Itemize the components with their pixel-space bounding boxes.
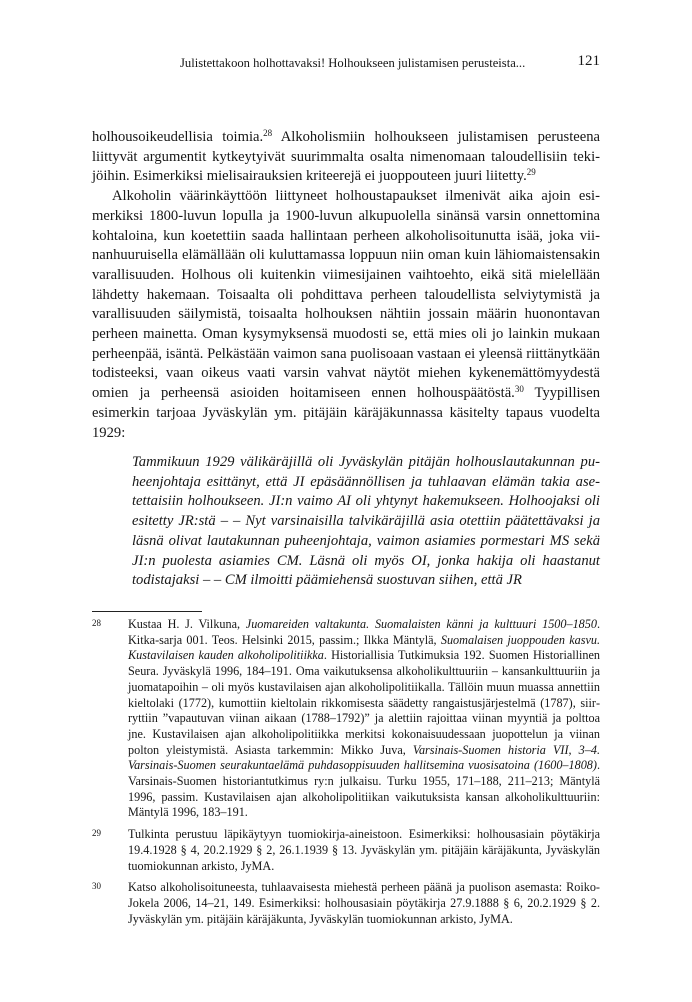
footnote-text: Tulkinta perustuu läpikäytyyn tuomiokirja-aineistoon. Esimerkiksi: holhousasiain pöytäkirja 19.4.1928 § 4, 20.2.1929 § 2, 26.1.1939 § 13. Jyväskylän ym. pitäjäin käräjäkunta, Jyväskylän tuomiokunnan arkisto, JyMA. [128,827,600,873]
paragraph-1-text-b: Alkoholismiin holhoukseen julistamisen perusteena liittyvät argumentit kytkeytyivät suurimmalta osalta nimenomaan taloudellisiin tekijöihin. Esimerkiksi mielisairauksien kriteerejä ei juoppouteen juuri liitetty. [92,129,600,185]
paragraph-1-text-a: holhousoikeudellisia toimia. [92,129,264,145]
block-quote [132,453,600,591]
footnote-28 [92,617,600,821]
footnote-separator [92,611,202,612]
footnote-text: . Varsinais-Suomen historiantutkimus ry:n julkaisu. Turku 1955, 171–188, 211–213; Mäntylä 1996, passim. Kustavilaisen ajan alkoholipolitiikan vaikutuksista kansan alkoholikulttuuriin: Mäntylä 1996, 183–191. [128,758,600,820]
footnote-30 [92,880,600,927]
footnote-title: Juomareiden valtakunta. Suomalaisten känni ja kulttuuri 1500–1850 [245,617,597,631]
running-head-title: Julistettakoon holhottavaksi! Holhoukseen julistamisen perusteista... [180,56,526,70]
footnote-number: 28 [92,618,101,628]
paragraph-2-text-b: Tyypillisen esimerkin tarjoaa Jyväskylän ym. pitäjäin käräjäkunnassa käsitelty tapaus vuodelta 1929: [92,385,601,441]
paragraph-2 [92,187,600,443]
footnote-text: . Kitka-sarja 001. Teos. Helsinki 2015, passim.; Ilkka Mäntylä, [128,617,600,647]
footnote-text: . Historiallisia Tutkimuksia 192. Suomen Historiallinen Seura. Jyväskylä 1996, 184–191. Oma vaikutuksensa alkoholikulttuuriin – kansankulttuuriin ja juomatapoihin – oli myös kustavilaisen ajan alkoholipolitiikalla. Tällöin muun muassa annettiin kieltolaki (1772), kumottiin kieltolain rikkomisesta säädetty rangaistusjärjestelmä (1787), siirryttiin ”vapautuvan viinan aikaan (1788–1792)” ja alettiin rajoittaa viinan myyntiä ja polttoa jne. Kustavilaisen ajan alkoholipolitiikka merkitsi kokonaisuudessaan juopottelun ja viinan polton yleistymistä. Asiasta tarkemmin: Mikko Juva, [128,648,600,757]
footnote-text: Kustaa H. J. Vilkuna, [128,617,246,631]
paragraph-2-text-a: Alkoholin väärinkäyttöön liittyneet holhoustapaukset ilmenivät aika ajoin esimerkiksi 1800-luvun lopulla ja 1900-luvun alkupuolella sinänsä varsin onnettomina kohtaloina, kun koetettiin saada hallintaan perheen alkoholisoitunutta isää, joka viinanhuuruisella elämällään oli kuluttamassa loppuun niin oman kuin lähiomaistensakin varallisuuden. Holhous oli kuitenkin viimesijainen vaihtoehto, eikä sitä mielellään lähdetty hakemaan. Toisaalta oli pohdittava perheen taloudellista selviytymistä ja varallisuuden säilymistä, toisaalta holhouksen nähtiin jossain määrin huonontavan perheen mainetta. Oman kysymyksensä muodosti se, että mies oli jo lainkin mukaan perheenpää, isäntä. Pelkästään vaimon sana puolisoaan vastaan ei yleensä riittänytkään todisteeksi, vaan oikeus vaati varsin vahvat näytöt miehen kykenemättömyydestä omien ja perheensä asioiden hoitamiseen ennen holhouspäätöstä. [92,188,600,402]
footnote-number: 30 [92,881,101,892]
footnote-number: 29 [92,828,101,839]
page-number: 121 [577,53,600,69]
footnote-ref-29[interactable]: 29 [526,167,536,178]
footnote-ref-28[interactable]: 28 [263,128,273,138]
footnote-title: Varsinais-Suomen historia VII, 3–4. Varsinais-Suomen seurakuntaelämä puhdasoppisuuden hallitsemina vuosisatoina (1600–1808) [128,742,601,773]
footnote-title: Suomalaisen juoppouden kasvu. Kustavilaisen kauden alkoholipolitiikka [128,632,600,663]
footnote-29 [92,827,600,874]
footnote-text: Katso alkoholisoituneesta, tuhlaavaisesta miehestä perheen päänä ja puolison asemasta: Roiko-Jokela 2006, 14–21, 149. Esimerkiksi: holhousasiain pöytäkirja 27.9.1888 § 6, 20.2.1929 § 2. Jyväskylän ym. pitäjäin käräjäkunta, Jyväskylän tuomiokunnan arkisto, JyMA. [128,880,600,926]
body-text [92,128,600,443]
paragraph-1 [92,128,600,187]
footnote-ref-30[interactable]: 30 [514,384,524,395]
block-quote-text: Tammikuun 1929 välikäräjillä oli Jyväskylän pitäjän holhouslautakunnan puheenjohtaja esittänyt, että JI epäsäännöllisen ja tuhlaavan elämän takia asetettaisiin holhoukseen. JI:n vaimo AI oli yhtynyt hakemukseen. Holhoojaksi oli esitetty JR:stä – – Nyt varsinaisilla talvikäräjillä asia otettiin päätettävaksi ja läsnä olivat lautakunnan puheenjohtaja, vaimon asiamies pormestari MS sekä JI:n puolesta asiamies CM. Läsnä oli myös OI, jonka hakija oli haastanut todistajaksi – – CM ilmoitti päämiehensä suostuvan siihen, että JR [132,454,600,589]
footnotes [92,617,600,933]
